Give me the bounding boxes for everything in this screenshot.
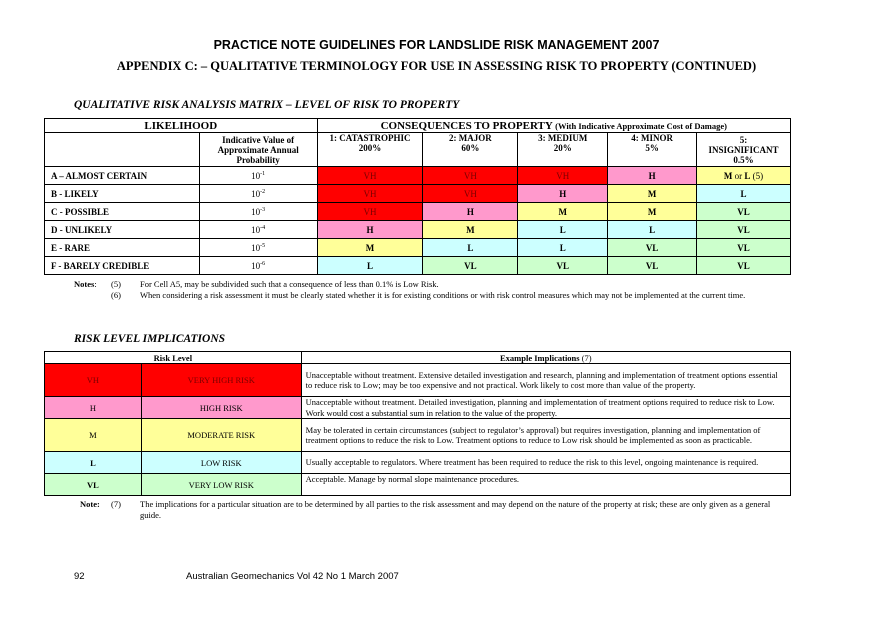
risk-cell: VL: [697, 221, 791, 239]
journal-citation: Australian Geomechanics Vol 42 No 1 March 2007: [186, 571, 399, 582]
prob-exponent: -3: [260, 206, 266, 213]
prob-base: 10: [251, 170, 261, 181]
risk-cell: VH: [423, 167, 518, 185]
col-insignificant-pct: 0.5%: [733, 154, 754, 165]
risk-cell: L: [317, 257, 423, 275]
risk-matrix-table: [44, 118, 791, 275]
risk-cell: VL: [697, 257, 791, 275]
impl-row-h: [45, 397, 791, 419]
risk-l: L: [744, 170, 751, 181]
risk-cell: M: [608, 203, 697, 221]
risk-name: HIGH RISK: [141, 397, 301, 419]
example-header: [301, 352, 790, 364]
risk-implication: Unacceptable without treatment. Detailed investigation, planning and implementation of treatment options required to reduce risk to Low. Work would cost a substantial sum in relation to the value of the property.: [301, 397, 790, 419]
probability-cell: [199, 167, 317, 185]
probability-cell: [199, 203, 317, 221]
consequences-subtitle: (With Indicative Approximate Cost of Damage): [555, 120, 727, 131]
risk-cell: VL: [608, 239, 697, 257]
col-insignificant-header: [697, 133, 791, 167]
col-catastrophic-header: [317, 133, 423, 167]
risk-or: or: [732, 170, 745, 181]
risk-cell: L: [518, 221, 608, 239]
impl-row-vl: [45, 474, 791, 496]
note7-label: Note:: [80, 499, 100, 509]
risk-m: M: [723, 170, 733, 181]
risk-cell: L: [608, 221, 697, 239]
risk-cell: L: [518, 239, 608, 257]
consequences-title: CONSEQUENCES TO PROPERTY: [380, 119, 553, 132]
note5-num: (5): [111, 279, 121, 289]
risk-cell: M: [423, 221, 518, 239]
risk-implication: Usually acceptable to regulators. Where treatment has been required to reduce the risk to this level, ongoing maintenance is required.: [301, 452, 790, 474]
risk-cell: VL: [423, 257, 518, 275]
impl-row-l: [45, 452, 791, 474]
probability-cell: [199, 221, 317, 239]
prob-base: 10: [251, 206, 261, 217]
likelihood-header: LIKELIHOOD: [45, 119, 318, 133]
blank-header-cell: [45, 133, 200, 167]
risk-cell: VH: [518, 167, 608, 185]
likelihood-label: E - RARE: [45, 239, 200, 257]
page-number: 92: [74, 571, 85, 582]
risk-cell: M: [608, 185, 697, 203]
notes-label: Notes:: [74, 279, 97, 289]
risk-implication: Unacceptable without treatment. Extensive detailed investigation and research, planning and implementation of treatment options essential to reduce risk to Low; may be too expensive and not practical. Work likely to cost more than value of the property.: [301, 364, 790, 397]
implications-heading: RISK LEVEL IMPLICATIONS: [74, 333, 226, 345]
matrix-row-e: [45, 239, 791, 257]
col-catastrophic-label: 1: CATASTROPHIC: [329, 133, 411, 143]
col-major-pct: 60%: [461, 143, 480, 153]
risk-cell: VH: [317, 203, 423, 221]
risk-cell: [697, 167, 791, 185]
prob-exponent: -6: [260, 260, 266, 267]
note6-text: When considering a risk assessment it must be clearly stated whether it is for existing conditions or with risk control measures which may not be implemented at the current time.: [140, 290, 746, 300]
risk-name: LOW RISK: [141, 452, 301, 474]
prob-base: 10: [251, 224, 261, 235]
risk-cell: VH: [317, 167, 423, 185]
risk-cell: VH: [423, 185, 518, 203]
likelihood-label: B - LIKELY: [45, 185, 200, 203]
matrix-row-d: [45, 221, 791, 239]
risk-name: VERY HIGH RISK: [141, 364, 301, 397]
col-medium-pct: 20%: [553, 143, 572, 153]
document-title: PRACTICE NOTE GUIDELINES FOR LANDSLIDE RISK MANAGEMENT 2007: [213, 38, 660, 52]
matrix-row-c: [45, 203, 791, 221]
prob-base: 10: [251, 242, 261, 253]
note7-text: The implications for a particular situation are to be determined by all parties to the risk assessment and may depend on the nature of the property at risk; these are only given as a general guide.: [140, 499, 771, 520]
col-insignificant-num: 5:: [739, 134, 748, 145]
col-minor-pct: 5%: [645, 143, 659, 153]
note7-num: (7): [111, 499, 121, 509]
col-major-label: 2: MAJOR: [449, 133, 492, 143]
risk-level-header: Risk Level: [45, 352, 302, 364]
probability-cell: [199, 239, 317, 257]
risk-cell: VL: [697, 239, 791, 257]
risk-cell: L: [697, 185, 791, 203]
risk-implication: May be tolerated in certain circumstances (subject to regulator’s approval) but requires investigation, planning and implementation of treatment options to reduce the risk to Low. Treatment options to reduce to Low risk should be implemented as soon as practicable.: [301, 419, 790, 452]
risk-cell: VL: [608, 257, 697, 275]
col-medium-header: [518, 133, 608, 167]
risk-code: L: [45, 452, 142, 474]
example-header-text: Example Implications: [500, 352, 580, 363]
risk-code: H: [45, 397, 142, 419]
risk-code: M: [45, 419, 142, 452]
impl-row-vh: [45, 364, 791, 397]
risk-cell: VL: [697, 203, 791, 221]
likelihood-label: C - POSSIBLE: [45, 203, 200, 221]
matrix-heading: QUALITATIVE RISK ANALYSIS MATRIX – LEVEL OF RISK TO PROPERTY: [74, 99, 460, 111]
risk-name: MODERATE RISK: [141, 419, 301, 452]
matrix-row-f: [45, 257, 791, 275]
probability-cell: [199, 185, 317, 203]
risk-cell: VL: [518, 257, 608, 275]
risk-cell: L: [423, 239, 518, 257]
note6-num: (6): [111, 290, 121, 300]
risk-cell: M: [518, 203, 608, 221]
risk-implications-table: [44, 351, 791, 496]
prob-exponent: -2: [260, 188, 266, 195]
risk-cell: H: [423, 203, 518, 221]
note5-text: For Cell A5, may be subdivided such that a consequence of less than 0.1% is Low Risk.: [140, 279, 439, 289]
col-major-header: [423, 133, 518, 167]
matrix-row-a: [45, 167, 791, 185]
consequences-header: [317, 119, 790, 133]
likelihood-label: A – ALMOST CERTAIN: [45, 167, 200, 185]
risk-implication: Acceptable. Manage by normal slope maintenance procedures.: [301, 474, 790, 496]
risk-cell: VH: [317, 185, 423, 203]
col-insignificant-label: INSIGNIFICANT: [708, 144, 779, 155]
col-minor-header: [608, 133, 697, 167]
risk-cell: H: [317, 221, 423, 239]
risk-cell: H: [518, 185, 608, 203]
example-header-ref: (7): [581, 352, 592, 363]
prob-base: 10: [251, 260, 261, 271]
col-minor-label: 4: MINOR: [631, 133, 673, 143]
col-medium-label: 3: MEDIUM: [538, 133, 588, 143]
matrix-row-b: [45, 185, 791, 203]
prob-exponent: -1: [260, 170, 266, 177]
notes-label-text: Notes: [74, 279, 95, 289]
likelihood-label: F - BARELY CREDIBLE: [45, 257, 200, 275]
probability-header: Indicative Value of Approximate Annual Probability: [199, 133, 317, 167]
risk-cell: M: [317, 239, 423, 257]
prob-exponent: -5: [260, 242, 266, 249]
appendix-title: APPENDIX C: – QUALITATIVE TERMINOLOGY FOR USE IN ASSESSING RISK TO PROPERTY (CONTINUED): [116, 59, 757, 73]
probability-cell: [199, 257, 317, 275]
impl-row-m: [45, 419, 791, 452]
risk-code: VL: [45, 474, 142, 496]
note-ref: (5): [750, 170, 764, 181]
col-catastrophic-pct: 200%: [358, 143, 382, 153]
risk-cell: H: [608, 167, 697, 185]
prob-exponent: -4: [260, 224, 266, 231]
likelihood-label: D - UNLIKELY: [45, 221, 200, 239]
prob-base: 10: [251, 188, 261, 199]
risk-code: VH: [45, 364, 142, 397]
risk-name: VERY LOW RISK: [141, 474, 301, 496]
